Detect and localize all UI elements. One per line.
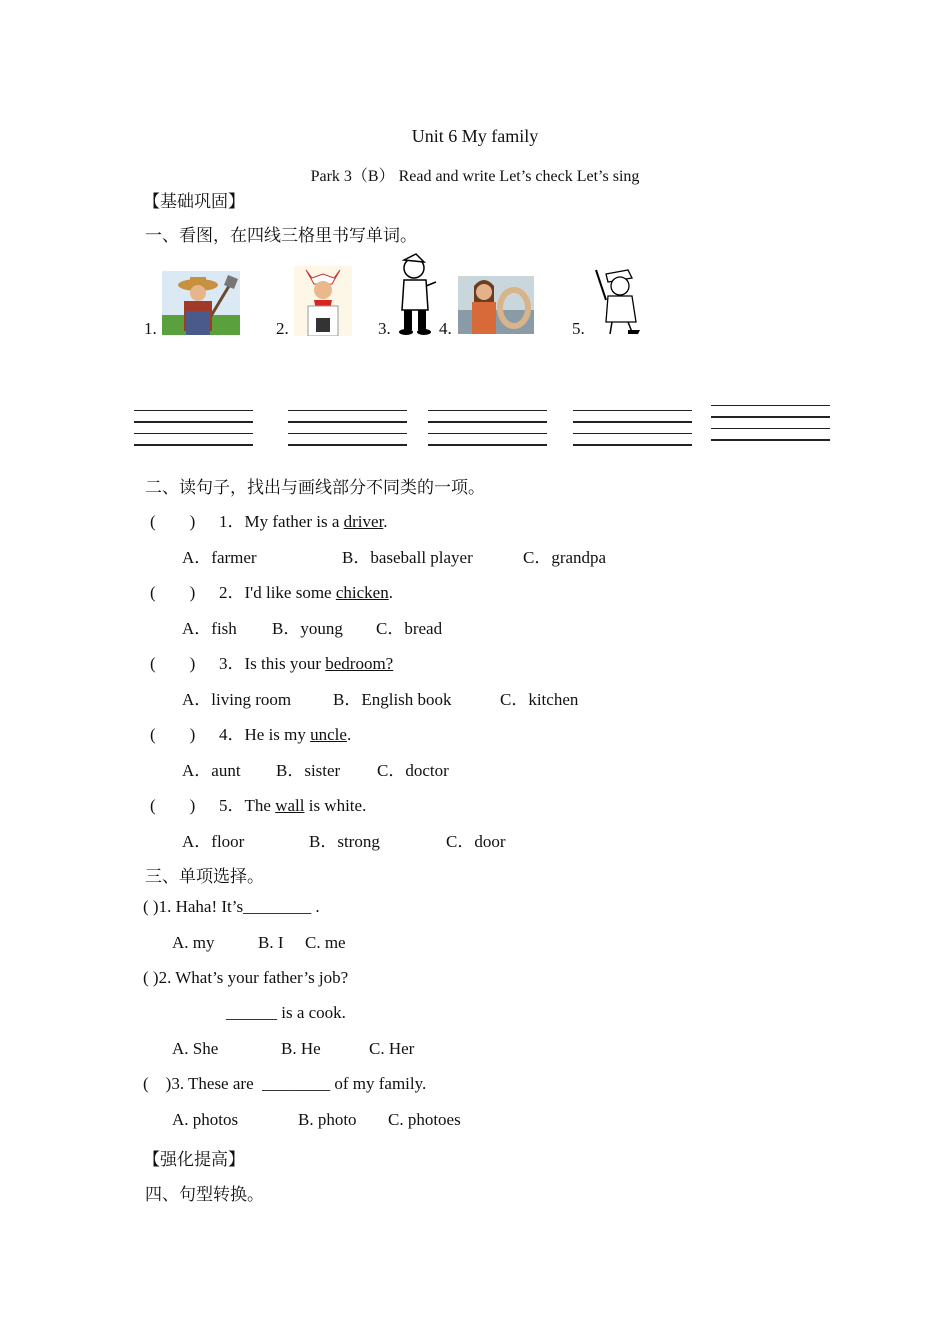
option-a[interactable]: A．fish: [182, 619, 237, 638]
driver-picture: [458, 276, 534, 334]
answer-bracket[interactable]: ( ): [150, 796, 196, 815]
option-a[interactable]: A．farmer: [182, 548, 257, 567]
question-4: 4．He is my uncle.: [219, 725, 352, 744]
answer-bracket[interactable]: ( ): [150, 654, 196, 673]
option-b[interactable]: B．strong: [309, 832, 380, 851]
doctor-picture: [394, 252, 440, 336]
mc-question-2-answer-line: ______ is a cook.: [226, 1003, 346, 1022]
part2-heading: 二、读句子，找出与画线部分不同类的一项。: [145, 478, 485, 497]
section-basic-label: 【基础巩固】: [143, 192, 245, 211]
option-c[interactable]: C．door: [446, 832, 506, 851]
picture-number-2: 2.: [276, 319, 289, 338]
picture-number-4: 4.: [439, 319, 452, 338]
option-c[interactable]: C. Her: [369, 1039, 415, 1058]
option-c[interactable]: C．doctor: [377, 761, 449, 780]
underlined-word: uncle: [310, 725, 347, 744]
option-a[interactable]: A．aunt: [182, 761, 241, 780]
page-subtitle: Park 3（B） Read and write Let’s check Let’s sing: [310, 168, 640, 185]
underlined-word: wall: [275, 796, 305, 815]
writing-grid-1[interactable]: [134, 410, 253, 456]
option-a[interactable]: A. She: [172, 1039, 219, 1058]
option-b[interactable]: B. I: [258, 933, 284, 952]
mc-question-2: ( )2. What’s your father’s job?: [143, 968, 349, 987]
option-b[interactable]: B．baseball player: [342, 548, 473, 567]
option-a[interactable]: A. photos: [172, 1110, 239, 1129]
option-c[interactable]: C. photoes: [388, 1110, 461, 1129]
underlined-word: bedroom?: [325, 654, 394, 673]
mc-question-3: ( )3. These are ________ of my family.: [143, 1074, 427, 1093]
answer-bracket[interactable]: ( ): [150, 512, 196, 531]
question-2: 2．I'd like some chicken.: [219, 583, 393, 602]
option-b[interactable]: B．sister: [276, 761, 341, 780]
option-a[interactable]: A．living room: [182, 690, 292, 709]
option-b[interactable]: B．young: [272, 619, 343, 638]
option-a[interactable]: A．floor: [182, 832, 245, 851]
question-3: 3．Is this your bedroom?: [219, 654, 394, 673]
picture-number-1: 1.: [144, 319, 157, 338]
part1-heading: 一、看图，在四线三格里书写单词。: [145, 226, 417, 245]
option-a[interactable]: A. my: [172, 933, 215, 952]
picture-number-3: 3.: [378, 319, 391, 338]
option-c[interactable]: C. me: [305, 933, 346, 952]
option-b[interactable]: B．English book: [333, 690, 452, 709]
mc-question-1: ( )1. Haha! It’s________ .: [143, 897, 320, 916]
option-c[interactable]: C．kitchen: [500, 690, 579, 709]
part3-heading: 三、单项选择。: [145, 867, 264, 886]
writing-grid-2[interactable]: [288, 410, 407, 456]
question-1: 1．My father is a driver.: [219, 512, 388, 531]
farmer-picture: [162, 271, 240, 335]
underlined-word: driver: [343, 512, 384, 531]
option-c[interactable]: C．bread: [376, 619, 443, 638]
answer-bracket[interactable]: ( ): [150, 583, 196, 602]
writing-grid-3[interactable]: [428, 410, 547, 456]
section-advanced-label: 【强化提高】: [143, 1150, 245, 1169]
question-5: 5．The wall is white.: [219, 796, 367, 815]
option-b[interactable]: B. photo: [298, 1110, 357, 1129]
underlined-word: chicken: [335, 583, 389, 602]
option-c[interactable]: C．grandpa: [523, 548, 607, 567]
cook-picture: [294, 266, 352, 336]
nurse-picture: [592, 264, 644, 336]
part4-heading: 四、句型转换。: [145, 1185, 264, 1204]
option-b[interactable]: B. He: [281, 1039, 321, 1058]
answer-bracket[interactable]: ( ): [150, 725, 196, 744]
page-title: Unit 6 My family: [411, 126, 539, 146]
picture-number-5: 5.: [572, 319, 585, 338]
writing-grid-4[interactable]: [573, 410, 692, 456]
writing-grid-5[interactable]: [711, 405, 830, 451]
